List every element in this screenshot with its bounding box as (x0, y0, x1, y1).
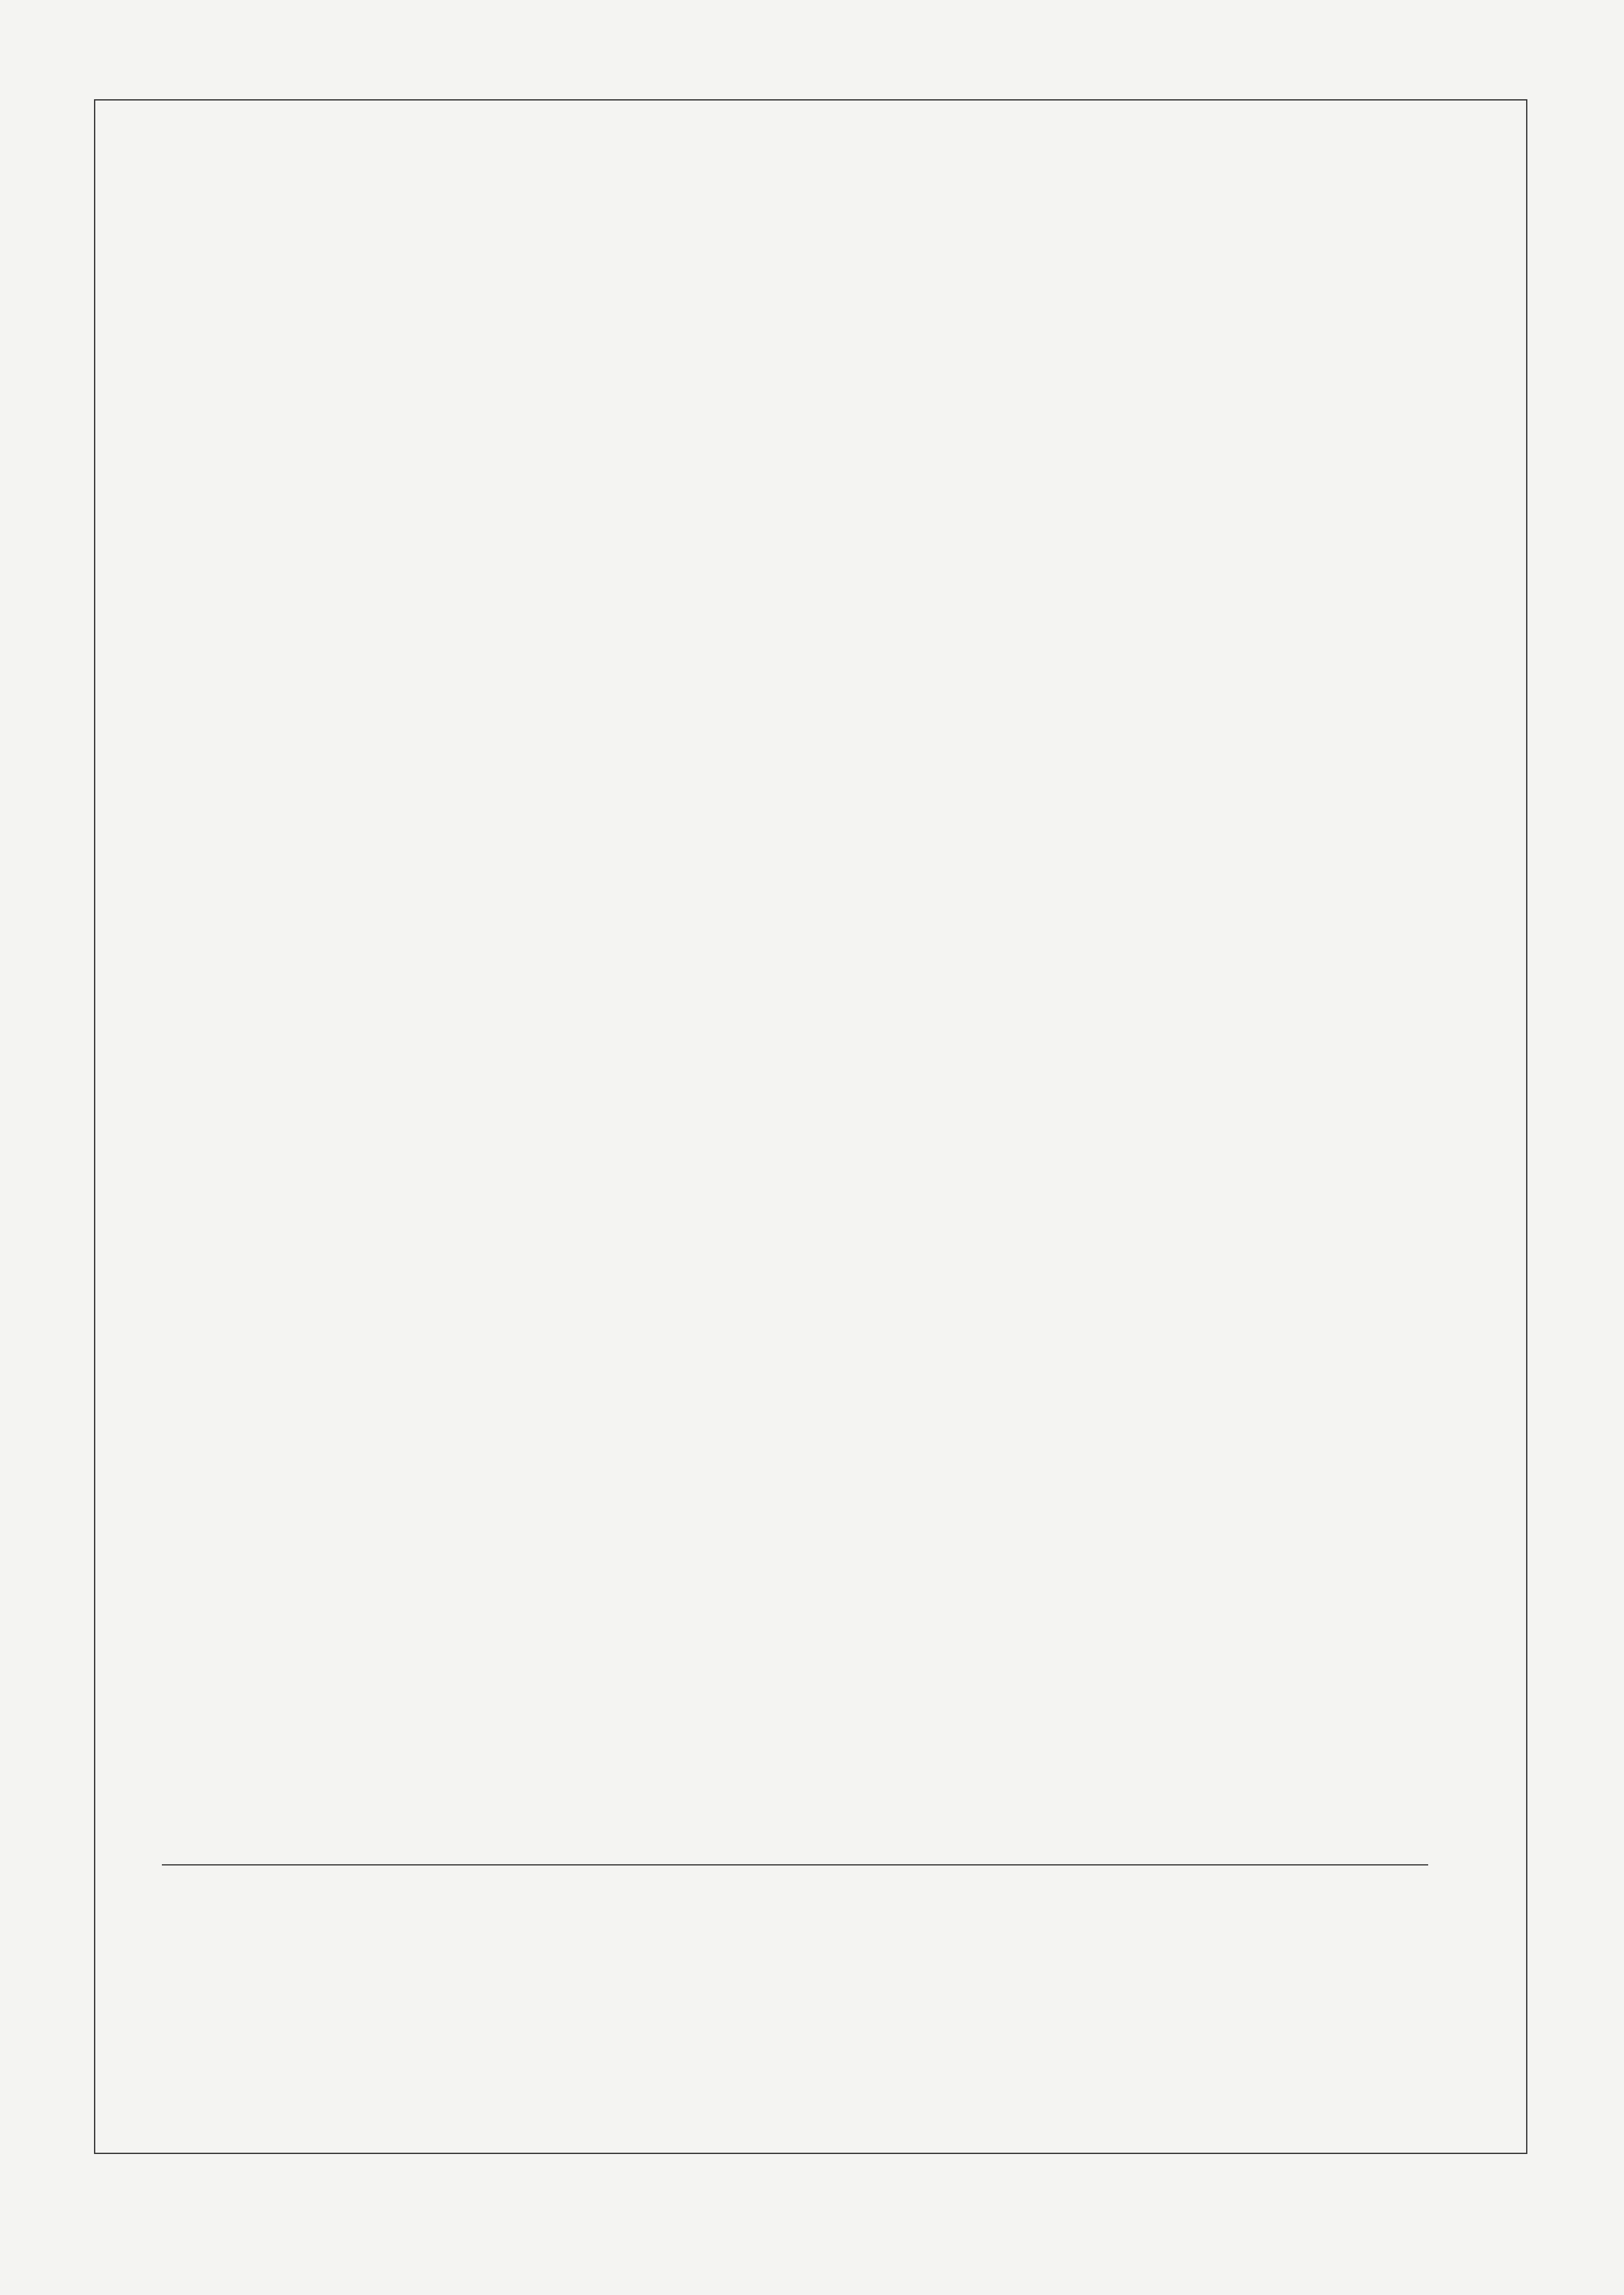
total-separator-line (162, 1864, 1428, 1866)
page-frame (94, 99, 1527, 2154)
